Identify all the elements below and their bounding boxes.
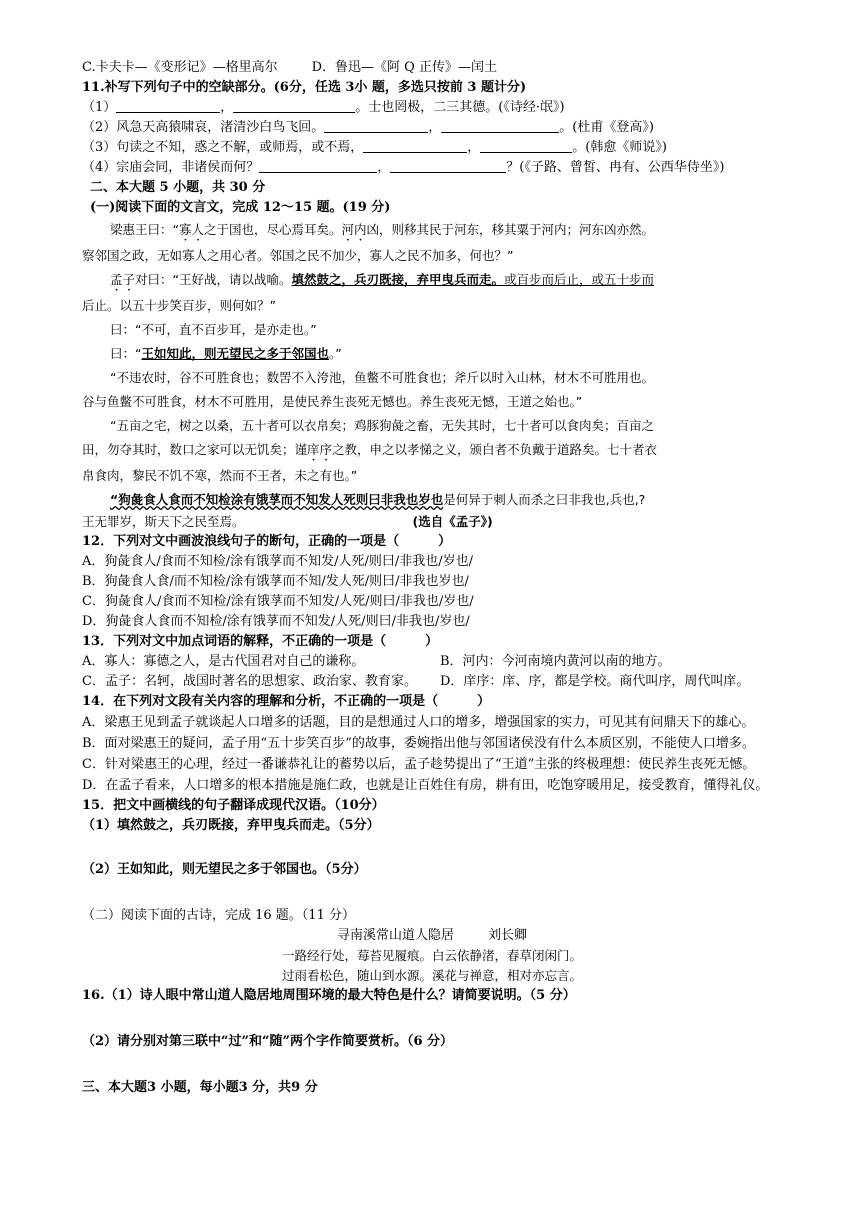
q13-option-d: D．庠序：庠、序，都是学校。商代叫序，周代叫庠。	[440, 674, 750, 689]
q12-title: 12．下列对文中画波浪线句子的断句，正确的一项是（ ）	[82, 534, 452, 549]
wavy-underlined-sentence: “狗彘食人食而不知检涂有饿莩而不知发人死则曰非我也岁也	[110, 492, 444, 507]
passage-p4: 曰：“王如知此，则无望民之多于邻国也。”	[110, 346, 342, 361]
passage-p6-line2: 田，勿夺其时，数口之家可以无饥矣；谨庠序之教，申之以孝悌之义，颁白者不负戴于道路矣。七十者衣	[82, 442, 658, 457]
q10-options-row	[82, 58, 782, 78]
q13-option-b: B．河内：今河南境内黄河以南的地方。	[440, 654, 671, 669]
q14-option-b: B．面对梁惠王的疑问，孟子用“五十步笑百步”的故事，委婉指出他与邻国诸侯没有什么本质区别，不能使人口增多。	[82, 736, 755, 751]
q13-row1	[82, 652, 782, 672]
answer-blank[interactable]	[324, 119, 428, 133]
answer-blank[interactable]	[363, 139, 467, 153]
passage-p1-line2: 察邻国之政，无如寡人之用心者。邻国之民不加少，寡人之民不加多，何也？”	[82, 248, 514, 263]
q13-option-c: C．孟子：名轲，战国时著名的思想家、政治家、教育家。	[82, 674, 417, 689]
q14-option-c: C．针对梁惠王的心理，经过一番谦恭礼让的蓄势以后，孟子趁势提出了“王道”主张的终极理想：使民养生丧死无憾。	[82, 757, 756, 772]
q14-option-a: A．梁惠王见到孟子就谈起人口增多的话题，目的是想通过人口的增多，增强国家的实力，可见其有问鼎天下的雄心。	[82, 715, 755, 730]
exam-page	[82, 58, 782, 1098]
dotted-word: 寡人	[178, 222, 204, 237]
q10-option-d: D．鲁迅—《阿 Q 正传》—闰土	[311, 60, 497, 75]
underlined-sentence: 填然鼓之，兵刃既接，弃甲曳兵而走。	[291, 272, 505, 287]
passage-p3: 曰：“不可，直不百步耳，是亦走也。”	[110, 322, 317, 337]
q12-option-a: A．狗彘食人/食而不知检/涂有饿莩而不知发/人死/则曰/非我也/岁也/	[82, 554, 474, 569]
poem-heading	[82, 926, 782, 946]
dotted-word: 河内	[341, 222, 367, 237]
q14-title: 14．在下列对文段有关内容的理解和分析，不正确的一项是（ ）	[82, 694, 491, 709]
poem-title: 寻南溪常山道人隐居	[336, 928, 454, 943]
passage-p7-line1: “狗彘食人食而不知检涂有饿莩而不知发人死则曰非我也岁也是何异于刺人而杀之曰非我也,兵也,?	[110, 492, 646, 507]
answer-space	[82, 880, 782, 906]
q11-item2: （2）风急天高猿啸哀，渚清沙白鸟飞回。 ， 。(杜甫《登高》)	[82, 120, 654, 135]
section2b-title: （二）阅读下面的古诗，完成 16 题。（11 分）	[82, 908, 355, 923]
q12-option-b: B．狗彘食人食/而不知检/涂有饿莩而不知/发人死/则曰/非我也岁也/	[82, 574, 469, 589]
q13-title: 13．下列对文中加点词语的解释，不正确的一项是（ ）	[82, 634, 439, 649]
passage-p5-line2: 谷与鱼鳖不可胜食，材木不可胜用，是使民养生丧死无憾也。养生丧死无憾，王道之始也。”	[82, 394, 583, 409]
poem-author: 刘长卿	[488, 928, 528, 943]
q12-option-c: C．狗彘食人/食而不知检/涂有饿莩而不知发/人死/则曰/非我也/岁也/	[82, 594, 474, 609]
q15-item2: （2）王如知此，则无望民之多于邻国也。（5分）	[82, 862, 367, 877]
passage-p2-line2: 后止。以五十步笑百步，则何如？”	[82, 298, 276, 313]
underlined-sentence: 王如知此，则无望民之多于邻国也	[141, 346, 329, 361]
q11-title: 11.补写下列句子中的空缺部分。(6分，任选 3小 题，多选只按前 3 题计分)	[82, 80, 527, 95]
q15-title: 15．把文中画横线的句子翻译成现代汉语。（10分）	[82, 798, 385, 813]
answer-space	[82, 1006, 782, 1032]
q10-option-c: C.卡夫卡—《变形记》—格里高尔	[82, 60, 278, 75]
passage-source: (选自《孟子》)	[412, 514, 493, 529]
q11-item3: （3）句读之不知，惑之不解，或师焉，或不焉， ， 。(韩愈《师说》)	[82, 140, 667, 155]
poem-line1: 一路经行处，莓苔见履痕。白云依静渚，春草闭闲门。	[281, 948, 582, 963]
q13-option-a: A．寡人：寡德之人，是古代国君对自己的谦称。	[82, 654, 365, 669]
passage-p7-line2: 王无罪岁，斯天下之民至焉。 (选自《孟子》)	[82, 514, 493, 529]
passage-p6-line1: “五亩之宅，树之以桑，五十者可以衣帛矣；鸡豚狗彘之畜，无失其时，七十者可以食肉矣；百亩之	[110, 418, 654, 433]
q11-item1: （1） ， 。士也罔极，二三其德。(《诗经·氓》)	[82, 100, 565, 115]
passage-p1-line1: 梁惠王曰：“寡人之于国也，尽心焉耳矣。河内凶，则移其民于河东，移其粟于河内；河东凶亦然。	[110, 222, 655, 237]
q13-row2	[82, 672, 782, 692]
section2-title: 二、本大题 5 小题，共 30 分	[90, 180, 266, 195]
answer-blank[interactable]	[480, 139, 572, 153]
q12-option-d: D．狗彘食人食而不知检/涂有饿莩而不知发/人死/则曰/非我也/岁也/	[82, 614, 470, 629]
section3-title: 三、本大题3 小题，每小题3 分，共9 分	[82, 1080, 318, 1095]
answer-blank[interactable]	[259, 159, 377, 173]
passage-p6-line3: 帛食肉，黎民不饥不寒，然而不王者，未之有也。”	[82, 468, 358, 483]
answer-blank[interactable]	[390, 159, 506, 173]
q16-item1: 16.（1）诗人眼中常山道人隐居地周围环境的最大特色是什么？请简要说明。（5 分）	[82, 988, 576, 1003]
q11-item4: （4）宗庙会同，非诸侯而何？ ， ？(《子路、曾皙、冉有、公西华侍坐》)	[82, 160, 725, 175]
answer-blank[interactable]	[441, 119, 559, 133]
poem-line2: 过雨看松色，随山到水源。溪花与禅意，相对亦忘言。	[281, 968, 582, 983]
passage-p2-line1: 孟子对曰：“王好战，请以战喻。填然鼓之，兵刃既接，弃甲曳兵而走。或百步而后止，或五十步而	[110, 272, 655, 287]
q14-option-d: D．在孟子看来，人口增多的根本措施是施仁政，也就是让百姓住有房，耕有田，吃饱穿暖用足，接受教育，懂得礼仪。	[82, 778, 769, 793]
dotted-word: 孟子	[110, 272, 136, 287]
dotted-word: 庠序	[307, 442, 333, 457]
q16-item2: （2）请分别对第三联中“过”和“随”两个字作简要赏析。（6 分）	[82, 1034, 454, 1049]
answer-blank[interactable]	[116, 99, 220, 113]
section2-sub1: (一)阅读下面的文言文，完成 12～15 题。(19 分)	[90, 200, 391, 215]
q15-item1: （1）填然鼓之，兵刃既接，弃甲曳兵而走。（5分）	[82, 818, 380, 833]
passage-p5-line1: “不违农时，谷不可胜食也；数罟不入洿池，鱼鳖不可胜食也；斧斤以时入山林，材木不可胜用也。	[110, 370, 654, 385]
answer-blank[interactable]	[233, 99, 355, 113]
answer-space	[82, 836, 782, 860]
answer-space	[82, 1052, 782, 1078]
